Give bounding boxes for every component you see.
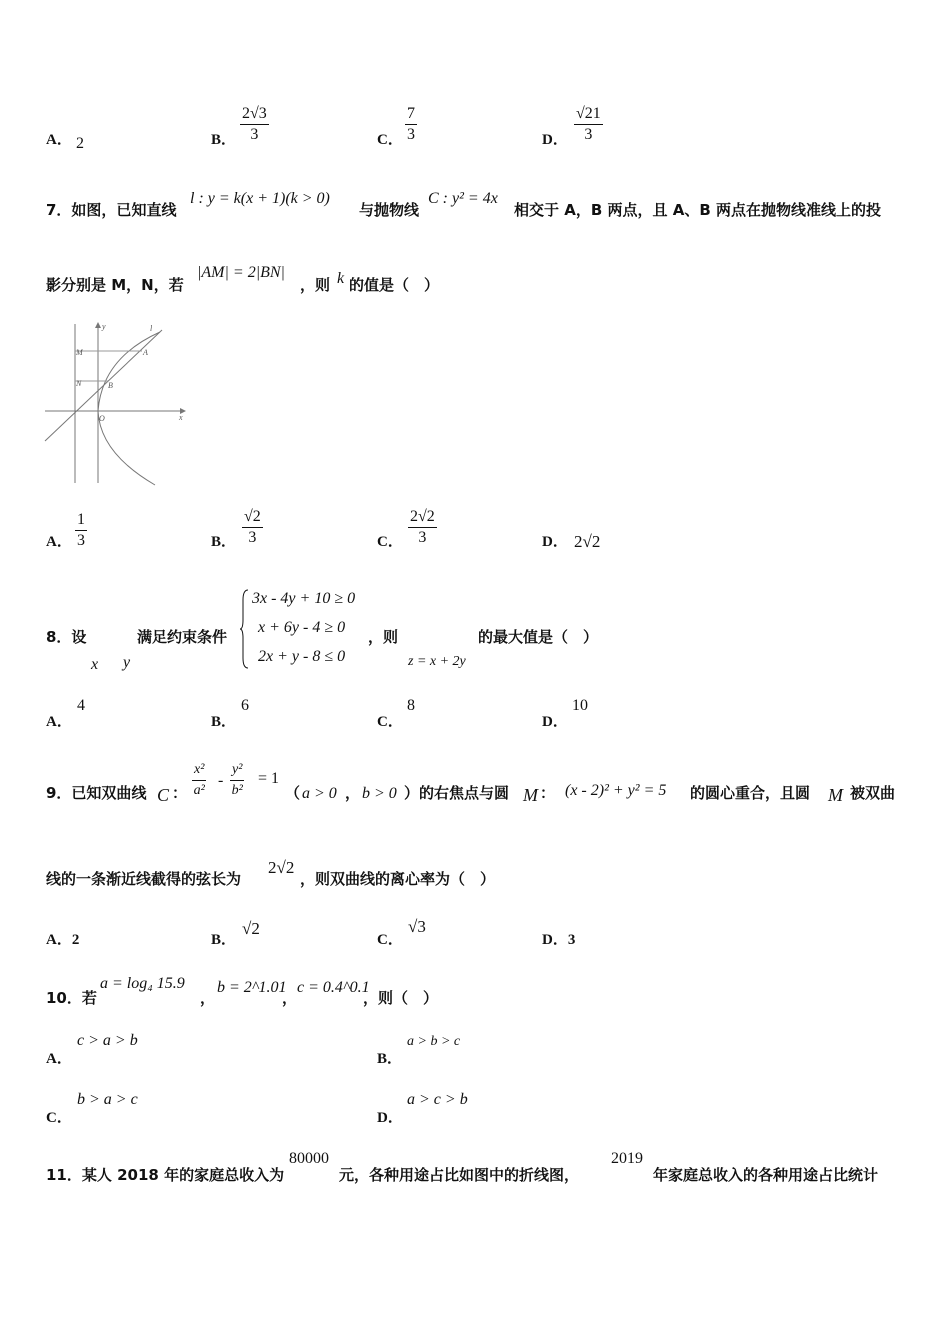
q8-option-b-label: B． bbox=[211, 714, 237, 730]
q9-option-b-label: B． bbox=[211, 932, 237, 948]
q9-colon: ： bbox=[172, 784, 188, 802]
q7-option-b-fraction: $\frac{√2}{3}$ bbox=[244, 508, 261, 546]
q7-line-equation: l : y = k(x + 1)(k > 0) bbox=[190, 190, 330, 207]
q9-mid: 的圆心重合，且圆 bbox=[690, 784, 811, 802]
label-A: A bbox=[143, 348, 148, 357]
q10-option-c-label: C． bbox=[46, 1110, 72, 1126]
label-N: N bbox=[76, 379, 82, 388]
parabola-lower-branch bbox=[98, 411, 155, 485]
q11-mid: 元，各种用途占比如图中的折线图， bbox=[339, 1166, 580, 1184]
q7-option-d-label: D． bbox=[542, 534, 568, 550]
q9-hyperbola-equals: = 1 bbox=[258, 770, 280, 787]
q10-option-a-value: c > a > b bbox=[77, 1032, 138, 1049]
q10-option-a-label: A． bbox=[46, 1051, 72, 1067]
q9-chord-length: 2√2 bbox=[268, 858, 295, 877]
label-B: B bbox=[108, 381, 113, 390]
q7-option-a-fraction: $\frac{1}{3}$ bbox=[77, 511, 85, 549]
q8-option-b-value: 6 bbox=[241, 697, 249, 714]
label-x: x bbox=[179, 413, 183, 422]
q9-M-variable: M bbox=[523, 785, 538, 805]
q10-sep1: ， bbox=[200, 989, 216, 1007]
q9-colon2: ： bbox=[540, 784, 556, 802]
q11-amount: 80000 bbox=[289, 1150, 329, 1167]
q8-constraint-3: 2x + y - 8 ≤ 0 bbox=[258, 648, 346, 665]
label-l: l bbox=[150, 324, 153, 333]
q9-option-b-value: √2 bbox=[242, 919, 260, 938]
q8-objective: z = x + 2y bbox=[408, 654, 466, 669]
q9-prefix: 9．已知双曲线 bbox=[46, 784, 147, 802]
q6-option-a-value: 2 bbox=[76, 135, 84, 152]
q8-option-c-value: 8 bbox=[407, 697, 415, 714]
q7-option-b-label: B． bbox=[211, 534, 237, 550]
q8-constraint-2: x + 6y - 4 ≥ 0 bbox=[258, 619, 346, 636]
q7-k-variable: k bbox=[337, 270, 345, 287]
q10-option-d-label: D． bbox=[377, 1110, 403, 1126]
q9-line2-prefix: 线的一条渐近线截得的弦长为 bbox=[46, 870, 242, 888]
q8-y-variable: y bbox=[123, 654, 131, 671]
q7-parabola-equation: C : y² = 4x bbox=[428, 190, 498, 207]
q7-parabola-figure bbox=[40, 318, 195, 488]
q8-option-a-label: A． bbox=[46, 714, 72, 730]
q7-line1-prefix: 7．如图，已知直线 bbox=[46, 201, 177, 219]
q10-a-definition: a = log₄ 15.9 bbox=[100, 975, 185, 992]
q8-left-brace bbox=[240, 588, 250, 670]
q8-option-c-label: C． bbox=[377, 714, 403, 730]
q8-constraint-1: 3x - 4y + 10 ≥ 0 bbox=[252, 590, 356, 607]
q10-suffix: ，则（ ） bbox=[363, 989, 439, 1007]
q7-option-c-label: C． bbox=[377, 534, 403, 550]
label-M: M bbox=[76, 348, 83, 357]
label-y: y bbox=[102, 322, 106, 331]
q10-option-c-value: b > a > c bbox=[77, 1091, 138, 1108]
q10-sep2: ， bbox=[282, 989, 298, 1007]
q8-then: ，则 bbox=[368, 628, 399, 646]
q6-option-b-fraction: $\frac{2√3}{3}$ bbox=[242, 105, 267, 143]
q8-prefix: 8．设 bbox=[46, 628, 87, 646]
q9-cond-open: （ bbox=[285, 784, 301, 802]
q9-hyperbola-y-term: $\frac{\text{y²}}{\text{b²}}$ bbox=[231, 762, 243, 798]
q7-option-c-fraction: $\frac{2√2}{3}$ bbox=[410, 508, 435, 546]
q9-cond-a: a > 0 bbox=[302, 785, 337, 802]
q6-option-b-label: B． bbox=[211, 132, 237, 148]
q11-prefix: 11．某人 2018 年的家庭总收入为 bbox=[46, 1166, 285, 1184]
q10-c-definition: c = 0.4^0.1 bbox=[297, 979, 370, 996]
q10-prefix: 10．若 bbox=[46, 989, 97, 1007]
q8-option-d-value: 10 bbox=[572, 697, 588, 714]
q7-line2-prefix: 影分别是 M，N，若 bbox=[46, 276, 184, 294]
q6-option-d-label: D． bbox=[542, 132, 568, 148]
q9-M-variable-2: M bbox=[828, 785, 843, 805]
q8-mid: 满足约束条件 bbox=[137, 628, 228, 646]
q7-with-parabola: 与抛物线 bbox=[359, 201, 420, 219]
q7-line1-suffix: 相交于 A，B 两点，且 A、B 两点在抛物线准线上的投 bbox=[514, 201, 881, 219]
q6-option-c-label: C． bbox=[377, 132, 403, 148]
q6-option-c-fraction: $\frac{7}{3}$ bbox=[407, 105, 415, 143]
parabola-upper-branch bbox=[98, 332, 160, 411]
label-O: O bbox=[99, 414, 105, 423]
q9-tail: 被双曲 bbox=[850, 784, 896, 802]
q9-cond-b: b > 0 bbox=[362, 785, 397, 802]
q9-circle-equation: (x - 2)² + y² = 5 bbox=[565, 782, 667, 799]
q9-hyperbola-minus: - bbox=[218, 772, 224, 789]
q9-option-c-value: √3 bbox=[408, 917, 426, 936]
q9-cond-close: ）的右焦点与圆 bbox=[404, 784, 510, 802]
q8-suffix: 的最大值是（ ） bbox=[478, 628, 599, 646]
q6-option-a-label: A． bbox=[46, 132, 72, 148]
q7-option-a-label: A． bbox=[46, 534, 72, 550]
q6-option-d-fraction: $\frac{√21}{3}$ bbox=[576, 105, 601, 143]
q9-option-a: A．2 bbox=[46, 932, 80, 948]
q8-option-a-value: 4 bbox=[77, 697, 85, 714]
q8-x-variable: x bbox=[91, 656, 99, 673]
y-axis-arrow-icon bbox=[95, 322, 101, 328]
q9-cond-sep: ， bbox=[345, 784, 361, 802]
q11-year: 2019 bbox=[611, 1150, 643, 1167]
q7-line2-suffix: 的值是（ ） bbox=[349, 276, 440, 294]
line-l bbox=[45, 330, 162, 441]
q10-option-b-value: a > b > c bbox=[407, 1034, 461, 1049]
q9-line2-suffix: ，则双曲线的离心率为（ ） bbox=[300, 870, 496, 888]
q9-hyperbola-x-term: $\frac{\text{x²}}{\text{a²}}$ bbox=[193, 762, 205, 798]
q10-option-d-value: a > c > b bbox=[407, 1091, 468, 1108]
q7-condition-equation: |AM| = 2|BN| bbox=[197, 264, 285, 281]
q10-option-b-label: B． bbox=[377, 1051, 403, 1067]
q10-b-definition: b = 2^1.01 bbox=[217, 979, 287, 996]
q9-C-variable: C bbox=[157, 785, 170, 805]
q9-option-c-label: C． bbox=[377, 932, 403, 948]
q8-option-d-label: D． bbox=[542, 714, 568, 730]
q9-option-d: D．3 bbox=[542, 932, 576, 948]
q7-option-d-value: 2√2 bbox=[574, 532, 601, 551]
q7-line2-mid: ，则 bbox=[300, 276, 331, 294]
q11-suffix: 年家庭总收入的各种用途占比统计 bbox=[653, 1166, 879, 1184]
